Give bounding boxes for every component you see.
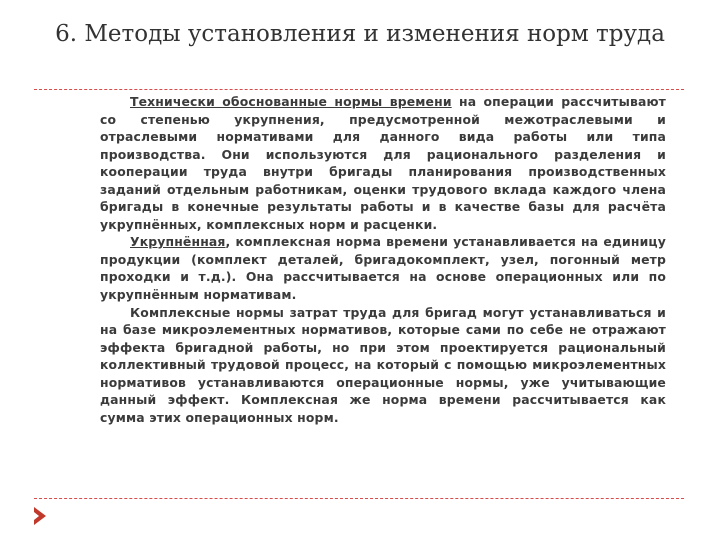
paragraph-2 (100, 233, 666, 303)
paragraph-2-text: , комплексная норма времени устанавливается на единицу продукции (комплект деталей, бригадокомплект, узел, погонный метр проходки и т.д.). Она рассчитывается на основе операционных или по укрупнённым нормативам. (100, 234, 666, 303)
body-text (100, 93, 666, 426)
paragraph-2-lead: Укрупнённая (130, 234, 226, 250)
paragraph-1-lead: Технически обоснованные нормы времени (130, 94, 452, 109)
bottom-divider (34, 498, 684, 499)
paragraph-1 (100, 93, 666, 233)
slide-title: 6. Методы установления и изменения норм труда (55, 21, 665, 47)
paragraph-3 (100, 304, 666, 427)
triangle-bullet-icon (33, 506, 47, 526)
paragraph-3-text: Комплексные нормы затрат труда для бригад могут устанавливаться и на базе микроэлементных нормативов, которые сами по себе не отражают эффекта бригадной работы, но при этом проектируется рациональный коллективный трудовой процесс, на который с помощью микроэлементных нормативов устанавливаются операционные нормы, уже учитывающие данный эффект. Комплексная же норма времени рассчитывается как сумма этих операционных норм. (100, 304, 666, 425)
top-divider (34, 89, 684, 90)
paragraph-1-text: на операции рассчитывают со степенью укрупнения, предусмотренной межотраслевыми и отраслевыми нормативами для данного вида работы или типа производства. Они используются для рационального разделения и кооперации труда внутри бригады планирования производственных заданий отдельным работникам, оценки трудового вклада каждого члена бригады в конечные результаты работы и в качестве базы для расчёта укрупнённых, комплексных норм и расценки. (100, 94, 667, 232)
